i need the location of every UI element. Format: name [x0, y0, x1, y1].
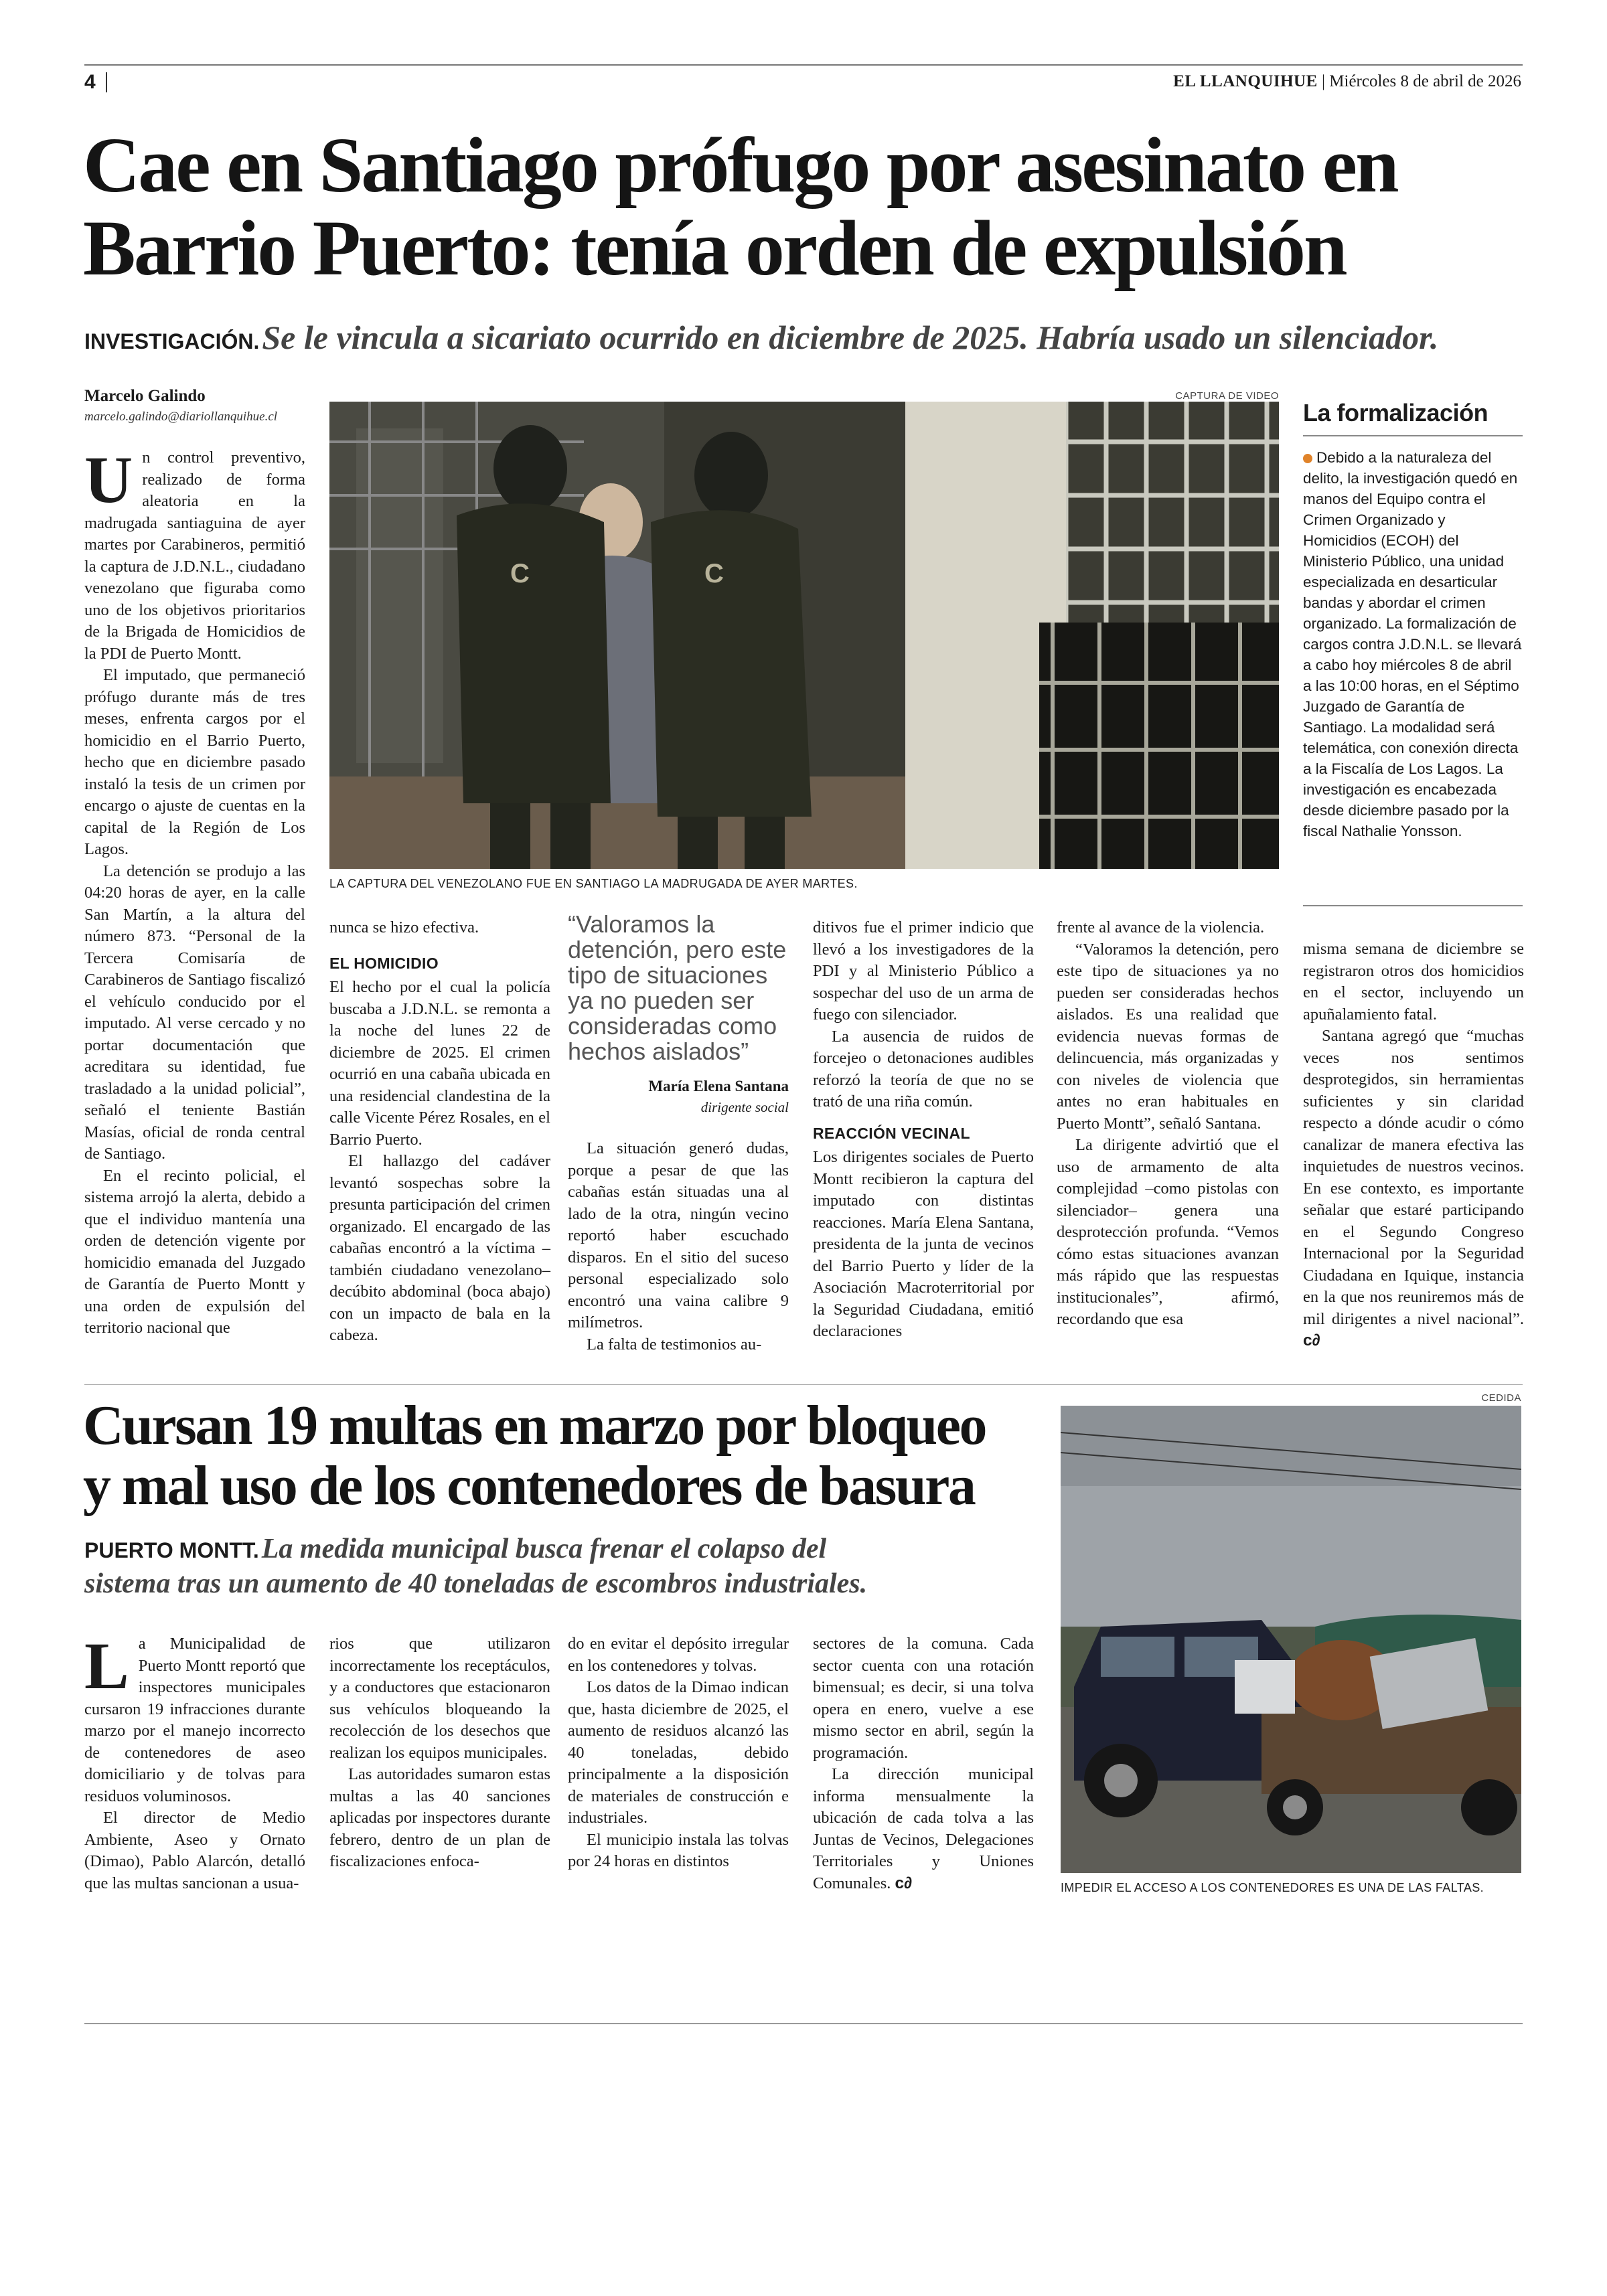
article1-paragraph: Santana agregó que “muchas veces nos sentimos desprotegidos, sin herramientas suficientes y sin claridad respecto a dónde acudir o cómo canalizar de manera efectiva las inquietudes de nuestros vecinos. En ese contexto, es importante señalar que estaré participando en el Segundo Congreso Internacional por la Seguridad Ciudadana en Iquique, instancia en la que nos reuniremos más de mil dirigentes a nivel nacional”. c∂	[1303, 1027, 1524, 1349]
article2-column-4	[813, 1633, 1034, 1908]
truck-photo-illustration	[1061, 1406, 1521, 1873]
end-mark-icon: c∂	[895, 1874, 913, 1892]
article2-column-1	[84, 1629, 305, 1908]
photo2-credit: CEDIDA	[1481, 1392, 1521, 1404]
article1-kicker: INVESTIGACIÓN.	[84, 329, 260, 353]
article1-paragraph: La detención se produjo a las 04:20 horas de ayer, en la calle San Martín, a la altura del número 873. “Personal de la Tercera Comisaría de Carabineros de Santiago fiscalizó el vehículo conducido por el imputado. Al verse cercado y no portar documentación que acreditara su identidad, fue trasladado a la unidad policial”, señaló el teniente Bastián Masías, oficial de ronda central de Santiago.	[84, 862, 305, 1163]
article2-paragraph: Los datos de la Dimao indican que, hasta diciembre de 2025, el aumento de residuos alcanzó las 40 toneladas, debido principalmente a la disposición de materiales de construcción e industriales.	[568, 1678, 789, 1827]
article1-headline-line1: Cae en Santiago prófugo por asesinato en	[83, 121, 1397, 209]
drop-cap: U	[84, 442, 133, 517]
sidebar-bullet-icon	[1303, 454, 1312, 463]
article1-headline-line2: Barrio Puerto: tenía orden de expulsión	[83, 204, 1346, 292]
subhead-reaccion-vecinal: REACCIÓN VECINAL	[813, 1124, 970, 1142]
photo2-caption: IMPEDIR EL ACCESO A LOS CONTENEDORES ES UNA DE LAS FALTAS.	[1061, 1881, 1484, 1894]
author-name: Marcelo Galindo	[84, 387, 206, 405]
article2-headline-line1: Cursan 19 multas en marzo por bloqueo	[83, 1394, 986, 1457]
article1-deck-text: Se le vincula a sicariato ocurrido en diciembre de 2025. Habría usado un silenciador.	[262, 319, 1439, 356]
article1-column-1	[84, 442, 305, 1366]
page-number: 4	[84, 71, 96, 93]
issue-date: Miércoles 8 de abril de 2026	[1329, 72, 1521, 90]
photo1-caption: LA CAPTURA DEL VENEZOLANO FUE EN SANTIAGO LA MADRUGADA DE AYER MARTES.	[329, 877, 858, 890]
article2-kicker: PUERTO MONTT.	[84, 1538, 259, 1562]
end-mark-icon: c∂	[1303, 1331, 1320, 1349]
article1-paragraph: La falta de testimonios au-	[587, 1335, 762, 1354]
article1-column-4	[813, 917, 1034, 1366]
article1-paragraph: misma semana de diciembre se registraron otros dos homicidios en el sector, incluyendo un apuñalamiento fatal.	[1303, 940, 1524, 1023]
arrest-photo	[329, 402, 1279, 869]
article1-paragraph: ditivos fue el primer indicio que llevó a los investigadores de la PDI y al Ministerio Público a sospechar del uso de un arma de fuego con silenciador.	[813, 918, 1034, 1023]
article2-headline	[83, 1396, 1074, 1516]
article1-column-2	[329, 917, 550, 1366]
article1-paragraph: La situación generó dudas, porque a pesar de que las cabañas están situadas una al lado de la otra, ningún vecino reportó haber escuchado disparos. En el sitio del suceso personal especializado solo encontró una vaina calibre 9 milímetros.	[568, 1139, 789, 1331]
article1-paragraph: En el recinto policial, el sistema arrojó la alerta, debido a que el individuo mantenía una orden de detención vigente por homicidio emanada del Juzgado de Garantía de Puerto Montt y una orden de expulsión del territorio nacional que	[84, 1166, 305, 1337]
article2-deck: PUERTO MONTT. La medida municipal busca frenar el colapso del sistema tras un aumento de 40 toneladas de escombros industriales.	[84, 1534, 868, 1599]
article2-paragraph: do en evitar el depósito irregular en los contenedores y tolvas.	[568, 1635, 789, 1675]
article-divider	[84, 1384, 1523, 1385]
article2-column-2	[329, 1633, 550, 1908]
article1-paragraph: “Valoramos la detención, pero este tipo de situaciones ya no pueden ser consideradas hechos aislados. Es una realidad que evidencia nuevas formas de delincuencia, más organizadas y con niveles de violencia que antes no eran habituales en Puerto Montt”, señaló Santana.	[1057, 940, 1279, 1133]
sidebar-text: Debido a la naturaleza del delito, la investigación quedó en manos del Equipo contra el Crimen Organizado y Homicidios (ECOH) del Ministerio Público, una unidad especializada en desarticular bandas y abordar el crimen organizado. La formalización de cargos contra J.D.N.L. se llevará a cabo hoy miércoles 8 de abril a las 10:00 horas, en el Séptimo Juzgado de Garantía de Santiago. La modalidad será telemática, con conexión directa a la Fiscalía de Los Lagos. La investigación es encabezada desde diciembre pasado por la fiscal Nathalie Yonsson.	[1303, 449, 1522, 839]
article1-headline	[83, 121, 1529, 292]
article2-paragraph: rios que utilizaron incorrectamente los receptáculos, y a conductores que estacionaron sus vehículos bloqueando la recolección de los desechos que realizan los equipos municipales.	[329, 1635, 550, 1762]
pull-quote: “Valoramos la detención, pero este tipo de situaciones ya no pueden ser consideradas como hechos aislados”	[568, 910, 787, 1065]
article1-column-6	[1303, 938, 1524, 1367]
arrest-photo-illustration	[329, 402, 1279, 869]
article1-paragraph: El imputado, que permaneció prófugo durante más de tres meses, enfrenta cargos por el homicidio en el Barrio Puerto, hecho que en diciembre pasado instaló la tesis de un crimen por encargo o ajuste de cuentas en la capital de la Región de Los Lagos.	[84, 666, 305, 858]
article2-headline-line2: y mal uso de los contenedores de basura	[83, 1455, 975, 1517]
article2-paragraph: El municipio instala las tolvas por 24 horas en distintos	[568, 1830, 789, 1870]
masthead	[1173, 72, 1521, 91]
page-number-divider	[106, 72, 107, 92]
bottom-rule	[84, 2023, 1523, 2024]
article2-column-3	[568, 1633, 789, 1908]
article1-paragraph: El hecho por el cual la policía buscaba a J.D.N.L. se remonta a la noche del lunes 22 de diciembre de 2025. El crimen ocurrió en una cabaña ubicada en una residencial clandestina de la calle Vicente Pérez Rosales, en el Barrio Puerto.	[329, 978, 550, 1149]
article2-paragraph: Las autoridades sumaron estas multas a las 40 sanciones aplicadas por inspectores durante febrero, dentro de un plan de fiscalizaciones enfoca-	[329, 1765, 550, 1870]
article1-paragraph: La ausencia de ruidos de forcejeo o detonaciones audibles reforzó la teoría de que no se trató de una riña común.	[813, 1027, 1034, 1111]
svg-text:C: C	[510, 559, 530, 588]
sidebar-bottom-rule	[1303, 905, 1523, 906]
article1-paragraph: nunca se hizo efectiva.	[329, 918, 479, 936]
sidebar-title-rule	[1303, 435, 1523, 436]
article2-paragraph: El director de Medio Ambiente, Aseo y Ornato (Dimao), Pablo Alarcón, detalló que las multas sancionan a usua-	[84, 1809, 305, 1892]
article1-paragraph: El hallazgo del cadáver levantó sospechas sobre la presunta participación del crimen organizado. El encargado de las cabañas encontró a la víctima –también ciudadano venezolano– decúbito abdominal (boca abajo) con un impacto de bala en la cabeza.	[329, 1152, 550, 1344]
svg-text:C: C	[704, 559, 724, 588]
article1-column-3	[568, 1138, 789, 1366]
quote-author: María Elena Santana	[648, 1078, 789, 1094]
article2-paragraph: La Municipalidad de Puerto Montt reportó que inspectores municipales cursaron 19 infracciones durante marzo por el manejo incorrecto de contenedores de aseo domiciliario y de tolvas para residuos voluminosos.	[84, 1629, 305, 1805]
top-rule	[84, 64, 1523, 66]
quote-role: dirigente social	[700, 1099, 789, 1115]
drop-cap: L	[84, 1629, 129, 1703]
article2-paragraph: sectores de la comuna. Cada sector cuenta con una rotación bimensual; es decir, si una tolva opera en enero, vuelve a ese mismo sector en abril, según la programación.	[813, 1635, 1034, 1762]
article1-paragraph: Un control preventivo, realizado de forma aleatoria en la madrugada santiaguina de ayer martes por Carabineros, permitió la captura de J.D.N.L., ciudadano venezolano que figuraba como uno de los objetivos prioritarios de la Brigada de Homicidios de la PDI de Puerto Montt.	[84, 442, 305, 663]
photo1-credit: CAPTURA DE VIDEO	[1175, 390, 1279, 402]
article1-deck	[84, 318, 1524, 357]
article2-paragraph: La dirección municipal informa mensualmente la ubicación de cada tolva a las Juntas de Vecinos, Delegaciones Territoriales y Uniones Comunales. c∂	[813, 1765, 1034, 1892]
masthead-divider: |	[1322, 72, 1330, 90]
article1-paragraph: Los dirigentes sociales de Puerto Montt recibieron la captura del imputado con distintas reacciones. María Elena Santana, presidenta de la junta de vecinos del Barrio Puerto y líder de la Asociación Macroterritorial por la Seguridad Ciudadana, emitió declaraciones	[813, 1148, 1034, 1340]
truck-photo	[1061, 1406, 1521, 1873]
author-email[interactable]: marcelo.galindo@diariollanquihue.cl	[84, 410, 278, 424]
subhead-el-homicidio: EL HOMICIDIO	[329, 954, 439, 972]
sidebar-title: La formalización	[1303, 399, 1488, 426]
article1-paragraph: La dirigente advirtió que el uso de armamento de alta complejidad –como pistolas con silenciador– genera una desprotección profunda. “Vemos cómo estas situaciones avanzan más rápido que las respuestas institucionales”, afirmó, recordando que esa	[1057, 1136, 1279, 1328]
publication-name: EL LLANQUIHUE	[1173, 72, 1318, 90]
article1-column-5	[1057, 917, 1279, 1366]
article1-paragraph: frente al avance de la violencia.	[1057, 918, 1265, 936]
